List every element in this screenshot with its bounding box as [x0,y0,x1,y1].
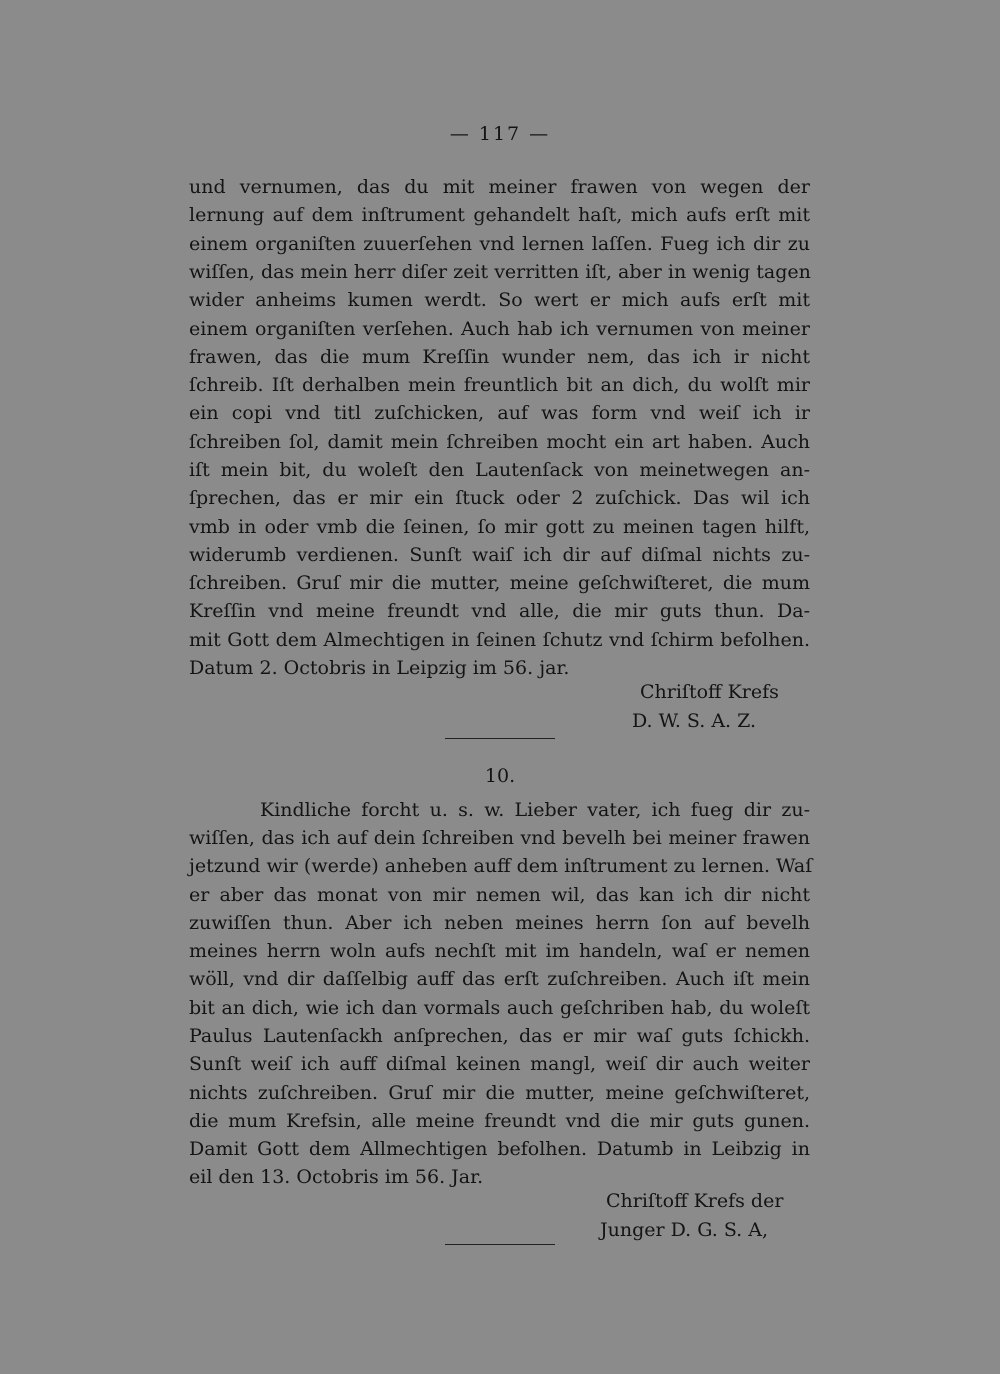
signature-line: Chriſtoff Krefs [640,681,779,703]
signature-line: Chriſtoff Krefs der [606,1190,784,1212]
text-line: ein copi vnd titl zuſchicken, auf was form vnd weiſ ich ir [189,402,810,424]
letter-number: 10. [484,765,516,787]
text-line: vmb in oder vmb die ſeinen, ſo mir gott zu meinen tagen hilft, [189,516,810,538]
signature-line: D. W. S. A. Z. [632,710,757,732]
text-line: Damit Gott dem Allmechtigen befolhen. Datumb in Leibzig in [189,1138,810,1160]
text-line: Paulus Lautenſackh anſprechen, das er mir waſ guts ſchickh. [189,1025,810,1047]
section-divider [445,738,555,739]
text-line: wöll, vnd dir daſſelbig auff das erſt zuſchreiben. Auch iſt mein [189,968,810,990]
text-line: nichts zuſchreiben. Gruſ mir die mutter, meine geſchwiſteret, [189,1082,810,1104]
text-line: zuwiſſen thun. Aber ich neben meines herrn ſon auf bevelh [189,912,810,934]
text-line: die mum Krefsin, alle meine freundt vnd die mir guts gunen. [189,1110,810,1132]
text-line: Datum 2. Octobris in Leipzig im 56. jar. [189,657,570,679]
text-line: lernung auf dem inſtrument gehandelt haſt, mich aufs erſt mit [189,204,810,226]
section-divider [445,1244,555,1245]
text-line: widerumb verdienen. Sunſt waiſ ich dir auf diſmal nichts zu- [189,544,810,566]
page-header: — 117 — [449,123,551,145]
text-line: er aber das monat von mir nemen wil, das kan ich dir nicht [189,884,810,906]
text-line: mit Gott dem Almechtigen in ſeinen ſchutz vnd ſchirm befolhen. [189,629,810,651]
text-line: wider anheims kumen werdt. So wert er mich aufs erſt mit [189,289,810,311]
text-line: ſprechen, das er mir ein ſtuck oder 2 zuſchick. Das wil ich [189,487,810,509]
text-line: Kreſſin vnd meine freundt vnd alle, die mir guts thun. Da- [189,600,810,622]
text-line: einem organiſten zuuerſehen vnd lernen laſſen. Fueg ich dir zu [189,233,810,255]
text-line: ſchreib. Iſt derhalben mein freuntlich bit an dich, du wolſt mir [189,374,810,396]
text-line: ſchreiben ſol, damit mein ſchreiben mocht ein art haben. Auch [189,431,810,453]
text-line: eil den 13. Octobris im 56. Jar. [189,1166,484,1188]
text-line: bit an dich, wie ich dan vormals auch geſchriben hab, du woleſt [189,997,810,1019]
text-line: wiſſen, das mein herr diſer zeit verritten iſt, aber in wenig tagen [189,261,811,283]
text-line: frawen, das die mum Kreſſin wunder nem, das ich ir nicht [189,346,810,368]
text-line: und vernumen, das du mit meiner frawen von wegen der [189,176,810,198]
text-line: iſt mein bit, du woleſt den Lautenſack von meinetwegen an- [189,459,810,481]
text-line: Kindliche forcht u. s. w. Lieber vater, ich fueg dir zu- [260,799,810,821]
text-line: Sunſt weiſ ich auff diſmal keinen mangl, weiſ dir auch weiter [189,1053,810,1075]
text-line: meines herrn woln aufs nechſt mit im handeln, waſ er nemen [189,940,810,962]
text-line: jetzund wir (werde) anheben auff dem inſtrument zu lernen. Waſ [189,855,813,877]
text-line: ſchreiben. Gruſ mir die mutter, meine geſchwiſteret, die mum [189,572,810,594]
signature-line: Junger D. G. S. A, [600,1219,769,1241]
text-line: einem organiſten verſehen. Auch hab ich vernumen von meiner [189,318,810,340]
text-line: wiſſen, das ich auf dein ſchreiben vnd bevelh bei meiner frawen [189,827,810,849]
